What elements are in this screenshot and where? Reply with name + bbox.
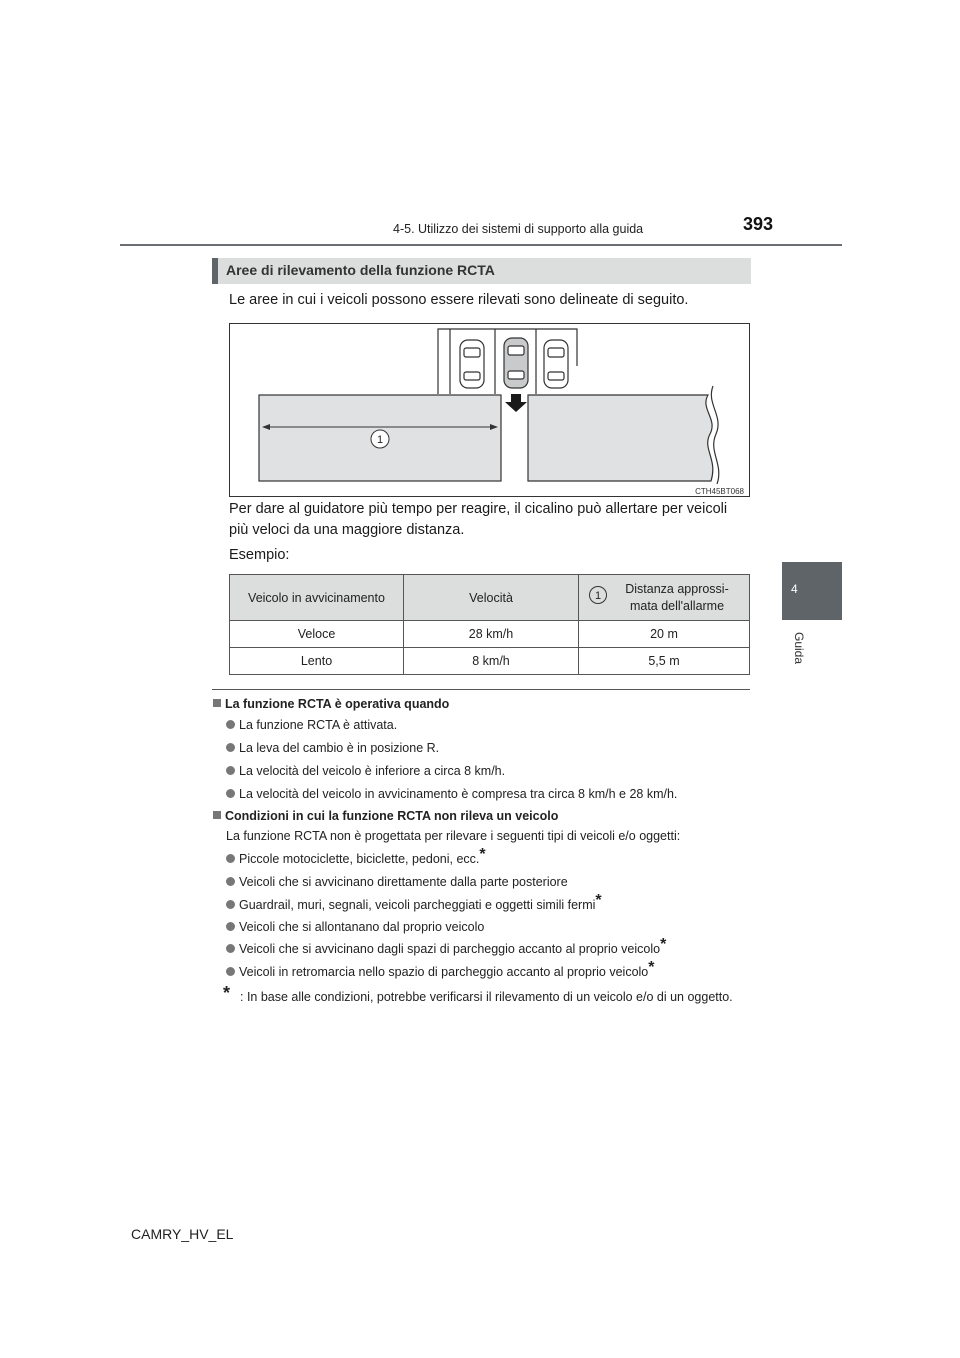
list-item-text: Veicoli in retromarcia nello spazio di parcheggio accanto al proprio veicolo <box>239 965 649 979</box>
list-item <box>226 892 602 912</box>
list-item-text: Veicoli che si allontanano dal proprio veicolo <box>239 920 485 934</box>
table-cell: 28 km/h <box>404 621 579 648</box>
table-cell: 20 m <box>579 621 750 648</box>
table-header-row <box>230 575 750 621</box>
col-header-vehicle: Veicolo in avvicinamento <box>230 575 404 621</box>
list-item-text: La velocità del veicolo in avvicinamento è compresa tra circa 8 km/h e 28 km/h. <box>239 787 678 801</box>
list-item-text: La leva del cambio è in posizione R. <box>239 741 440 755</box>
operative-heading <box>213 697 449 711</box>
detection-area-figure <box>229 323 750 497</box>
footnote-marker: * <box>223 983 231 1003</box>
footnote <box>223 983 747 1007</box>
right-detection-zone <box>528 395 713 481</box>
bullet-icon <box>226 743 235 752</box>
table-cell: Lento <box>230 648 404 675</box>
col-header-distance <box>579 575 750 621</box>
non-detect-heading <box>213 809 558 823</box>
list-item <box>226 718 397 732</box>
list-item-text: Veicoli che si avvicinano direttamente dalla parte posteriore <box>239 875 568 889</box>
table-row <box>230 648 750 675</box>
header-divider <box>120 244 842 246</box>
list-item <box>226 959 655 979</box>
description-line-1: Per dare al guidatore più tempo per reagire, il cicalino può allertare per veicoli <box>229 501 728 517</box>
col-header-distance-line1: Distanza approssi- <box>625 581 729 596</box>
chapter-tab <box>782 562 842 620</box>
alarm-distance-table <box>229 574 750 675</box>
callout-number: 1 <box>376 434 384 446</box>
footnote-star: * <box>479 846 486 863</box>
list-item <box>226 936 667 956</box>
square-bullet-icon <box>213 699 221 707</box>
bullet-icon <box>226 877 235 886</box>
chapter-number: 4 <box>791 582 798 596</box>
table-cell: 5,5 m <box>579 648 750 675</box>
section-heading <box>212 258 751 284</box>
header-section-title: 4-5. Utilizzo dei sistemi di supporto alla guida <box>393 222 644 236</box>
list-item <box>226 920 484 934</box>
table-cell: Veloce <box>230 621 404 648</box>
figure-code: CTH45BT068 <box>695 487 744 496</box>
non-detect-title: Condizioni in cui la funzione RCTA non rileva un veicolo <box>225 809 559 823</box>
list-item-text: Veicoli che si avvicinano dagli spazi di parcheggio accanto al proprio veicolo <box>239 942 661 956</box>
example-label: Esempio: <box>229 547 290 563</box>
list-item-text: La funzione RCTA è attivata. <box>239 718 398 732</box>
footnote-text: : In base alle condizioni, potrebbe verificarsi il rilevamento di un veicolo e/o di un oggetto. <box>240 990 733 1004</box>
list-item <box>226 741 439 755</box>
bullet-icon <box>226 944 235 953</box>
list-item <box>226 875 568 889</box>
section-heading-accent <box>212 258 218 284</box>
col-header-speed: Velocità <box>404 575 579 621</box>
list-item <box>226 764 505 778</box>
footnote-star: * <box>648 959 655 976</box>
page-number: 393 <box>743 214 774 234</box>
square-bullet-icon <box>213 811 221 819</box>
bullet-icon <box>226 922 235 931</box>
section-title: Aree di rilevamento della funzione RCTA <box>226 262 495 278</box>
footer-model-code: CAMRY_HV_EL <box>131 1226 234 1242</box>
section-divider <box>212 689 750 690</box>
list-item-text: Piccole motociclette, biciclette, pedoni, ecc. <box>239 852 480 866</box>
bullet-icon <box>226 900 235 909</box>
list-item-text: Guardrail, muri, segnali, veicoli parcheggiati e oggetti simili fermi <box>239 898 596 912</box>
list-item <box>226 787 677 801</box>
bullet-icon <box>226 967 235 976</box>
footnote-star: * <box>660 936 667 953</box>
bullet-icon <box>226 766 235 775</box>
col-header-distance-line2: mata dell'allarme <box>629 598 725 613</box>
list-item-text: La velocità del veicolo è inferiore a circa 8 km/h. <box>239 764 506 778</box>
table-row <box>230 621 750 648</box>
chapter-label: Guida <box>792 632 806 665</box>
table-cell: 8 km/h <box>404 648 579 675</box>
bullet-icon <box>226 720 235 729</box>
detection-area-diagram <box>230 324 751 498</box>
bullet-icon <box>226 789 235 798</box>
reverse-arrow <box>505 394 527 412</box>
bullet-icon <box>226 854 235 863</box>
intro-text: Le aree in cui i veicoli possono essere rilevati sono delineate di seguito. <box>229 292 689 308</box>
non-detect-intro: La funzione RCTA non è progettata per rilevare i seguenti tipi di veicoli e/o oggetti: <box>226 829 681 843</box>
callout-badge: 1 <box>589 586 607 604</box>
footnote-star: * <box>595 892 602 909</box>
operative-title: La funzione RCTA è operativa quando <box>225 697 450 711</box>
description-line-2: più veloci da una maggiore distanza. <box>229 522 465 538</box>
list-item <box>226 846 486 866</box>
